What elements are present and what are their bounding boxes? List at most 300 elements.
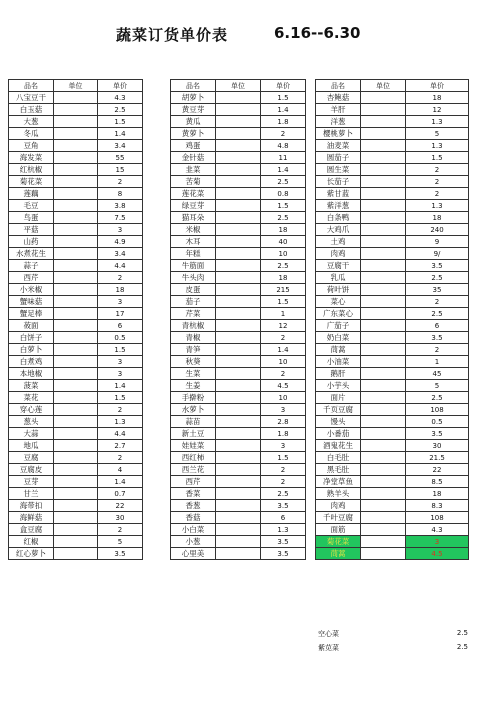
table-row [171, 152, 306, 164]
item-name: 白煮鸡 [9, 356, 54, 368]
item-unit [361, 260, 406, 272]
item-unit [54, 116, 98, 128]
table-row [316, 212, 469, 224]
table-row [316, 140, 469, 152]
table-row [9, 260, 143, 272]
item-price: 11 [261, 152, 306, 164]
table-row [171, 92, 306, 104]
item-name: 圆茄子 [316, 152, 361, 164]
table-header-row [9, 80, 143, 92]
table-row [316, 236, 469, 248]
item-price: 4 [98, 464, 143, 476]
item-price: 3.5 [261, 500, 306, 512]
item-unit [54, 356, 98, 368]
item-price: 15 [98, 164, 143, 176]
item-name: 蒜苗 [171, 416, 216, 428]
item-unit [361, 188, 406, 200]
item-price: 3.5 [406, 332, 469, 344]
item-unit [54, 284, 98, 296]
item-price: 4.3 [98, 92, 143, 104]
table-row [171, 476, 306, 488]
item-unit [216, 176, 261, 188]
item-price: 3.5 [406, 428, 469, 440]
item-price: 1.5 [261, 200, 306, 212]
item-price: 17 [98, 308, 143, 320]
item-unit [54, 236, 98, 248]
item-name: 猫耳朵 [171, 212, 216, 224]
item-price: 2.5 [98, 104, 143, 116]
item-unit [216, 368, 261, 380]
item-price: 108 [406, 512, 469, 524]
item-unit [216, 356, 261, 368]
item-name: 莲花菜 [171, 188, 216, 200]
item-unit [216, 500, 261, 512]
table-row [9, 236, 143, 248]
item-unit [216, 284, 261, 296]
price-table-2 [170, 79, 306, 560]
item-name: 白玉菇 [9, 104, 54, 116]
table-row [316, 344, 469, 356]
table-row [9, 548, 143, 560]
table-row [171, 512, 306, 524]
item-unit [54, 176, 98, 188]
item-unit [216, 392, 261, 404]
table-row [316, 224, 469, 236]
item-unit [54, 320, 98, 332]
item-price: 1.4 [98, 476, 143, 488]
item-name: 水萝卜 [171, 404, 216, 416]
item-price: 2 [98, 524, 143, 536]
item-unit [54, 164, 98, 176]
table-row [9, 200, 143, 212]
item-name: 鸟蛋 [9, 212, 54, 224]
item-price: 2 [261, 332, 306, 344]
item-price: 3 [406, 536, 469, 548]
item-unit [216, 416, 261, 428]
header-price: 单价 [98, 80, 143, 92]
item-name: 秋葵 [171, 356, 216, 368]
item-unit [54, 416, 98, 428]
table-row [9, 320, 143, 332]
table-row [316, 248, 469, 260]
item-price: 10 [261, 356, 306, 368]
item-name: 冬瓜 [9, 128, 54, 140]
item-name: 蟹味菇 [9, 296, 54, 308]
item-price: 1.3 [406, 200, 469, 212]
item-price: 22 [98, 500, 143, 512]
table-row [316, 452, 469, 464]
item-price: 8 [98, 188, 143, 200]
item-price: 0.8 [261, 188, 306, 200]
table-row [171, 260, 306, 272]
table-row [171, 548, 306, 560]
item-name: 豆腐皮 [9, 464, 54, 476]
table-row [171, 464, 306, 476]
table-row [171, 308, 306, 320]
item-price: 2 [98, 176, 143, 188]
item-price: 215 [261, 284, 306, 296]
header-price: 单价 [261, 80, 306, 92]
item-name: 生姜 [171, 380, 216, 392]
table-row [316, 476, 469, 488]
item-name: 青笋 [171, 344, 216, 356]
item-unit [54, 536, 98, 548]
extra-name: 空心菜 [318, 630, 339, 638]
item-name: 肉鸡 [316, 500, 361, 512]
table-row [171, 248, 306, 260]
item-price: 18 [406, 212, 469, 224]
item-name: 鹅肝 [316, 368, 361, 380]
item-unit [216, 236, 261, 248]
item-name: 小芋头 [316, 380, 361, 392]
table-row [171, 128, 306, 140]
item-unit [361, 500, 406, 512]
table-row [9, 308, 143, 320]
table-row [171, 164, 306, 176]
table-row [171, 224, 306, 236]
item-name: 豆腐干 [316, 260, 361, 272]
item-name: 广茄子 [316, 320, 361, 332]
table-row [9, 164, 143, 176]
extra-price: 2.5 [456, 629, 468, 637]
item-price: 2.5 [406, 308, 469, 320]
item-name: 莜面 [9, 320, 54, 332]
table-row [9, 296, 143, 308]
item-price: 18 [261, 272, 306, 284]
item-price: 4.9 [98, 236, 143, 248]
item-unit [54, 212, 98, 224]
item-unit [361, 464, 406, 476]
item-unit [361, 344, 406, 356]
item-unit [361, 308, 406, 320]
item-unit [54, 248, 98, 260]
item-unit [216, 248, 261, 260]
item-price: 18 [261, 224, 306, 236]
item-unit [361, 416, 406, 428]
price-table-3 [315, 79, 469, 560]
item-name: 红杭椒 [9, 164, 54, 176]
item-name: 面筋 [316, 524, 361, 536]
item-price: 0.5 [406, 416, 469, 428]
item-name: 千页豆腐 [316, 404, 361, 416]
item-name: 羊肝 [316, 104, 361, 116]
item-price: 1.3 [261, 524, 306, 536]
table-row [316, 440, 469, 452]
item-name: 大蒜 [9, 428, 54, 440]
item-name: 香菜 [171, 488, 216, 500]
item-name: 黑毛肚 [316, 464, 361, 476]
item-unit [54, 512, 98, 524]
table-row [9, 524, 143, 536]
item-price: 3.5 [261, 536, 306, 548]
item-price: 22 [406, 464, 469, 476]
table-row [9, 452, 143, 464]
item-price: 4.3 [406, 524, 469, 536]
item-price: 10 [261, 392, 306, 404]
item-unit [216, 404, 261, 416]
item-name: 茼蒿 [316, 344, 361, 356]
item-price: 1.4 [261, 344, 306, 356]
item-name: 千叶豆腐 [316, 512, 361, 524]
item-name: 菠菜 [9, 380, 54, 392]
item-unit [54, 440, 98, 452]
item-price: 30 [98, 512, 143, 524]
item-name: 鸡蛋 [171, 140, 216, 152]
table-row [316, 368, 469, 380]
item-unit [54, 464, 98, 476]
item-name: 青椒 [171, 332, 216, 344]
item-name: 红心萝卜 [9, 548, 54, 560]
item-price: 1.4 [261, 164, 306, 176]
item-unit [216, 296, 261, 308]
item-unit [361, 536, 406, 548]
item-name: 蟹足棒 [9, 308, 54, 320]
item-unit [216, 488, 261, 500]
table-row [316, 428, 469, 440]
item-unit [361, 440, 406, 452]
item-unit [361, 296, 406, 308]
header-price: 单价 [406, 80, 469, 92]
item-price: 4.4 [98, 428, 143, 440]
item-price: 5 [406, 380, 469, 392]
item-price: 2 [261, 368, 306, 380]
item-unit [54, 140, 98, 152]
item-unit [361, 548, 406, 560]
table-row [9, 512, 143, 524]
table-row [9, 212, 143, 224]
item-unit [216, 272, 261, 284]
item-unit [361, 404, 406, 416]
item-price: 1.5 [98, 116, 143, 128]
table-row [9, 488, 143, 500]
table-row [316, 416, 469, 428]
item-price: 2.5 [406, 392, 469, 404]
item-price: 4.5 [261, 380, 306, 392]
item-name: 手擀粉 [171, 392, 216, 404]
item-unit [54, 392, 98, 404]
item-unit [361, 320, 406, 332]
table-row [171, 176, 306, 188]
table-row [9, 272, 143, 284]
table-row [171, 284, 306, 296]
header-unit: 单位 [54, 80, 98, 92]
item-price: 2.5 [261, 260, 306, 272]
item-name: 本地椒 [9, 368, 54, 380]
table-row [9, 344, 143, 356]
item-unit [216, 164, 261, 176]
item-unit [54, 428, 98, 440]
item-name: 熟羊头 [316, 488, 361, 500]
item-name: 香葱 [171, 500, 216, 512]
table-row [171, 440, 306, 452]
item-price: 1.5 [406, 152, 469, 164]
item-unit [216, 224, 261, 236]
item-unit [216, 308, 261, 320]
item-unit [54, 308, 98, 320]
table-row [171, 296, 306, 308]
item-unit [216, 428, 261, 440]
item-price: 12 [406, 104, 469, 116]
table-row [316, 104, 469, 116]
item-price: 2 [406, 296, 469, 308]
item-price: 3 [98, 356, 143, 368]
item-name: 圆生菜 [316, 164, 361, 176]
item-price: 1.5 [98, 392, 143, 404]
item-price: 1.5 [98, 344, 143, 356]
header-unit: 单位 [216, 80, 261, 92]
item-name: 海鲜菇 [9, 512, 54, 524]
item-price: 3 [261, 440, 306, 452]
item-name: 西芹 [9, 272, 54, 284]
item-name: 莲藕 [9, 188, 54, 200]
item-unit [361, 284, 406, 296]
item-unit [361, 248, 406, 260]
table-row [9, 368, 143, 380]
item-name: 白饼子 [9, 332, 54, 344]
item-price: 7.5 [98, 212, 143, 224]
item-unit [216, 512, 261, 524]
item-unit [216, 152, 261, 164]
item-unit [54, 200, 98, 212]
item-price: 9/ [406, 248, 469, 260]
item-unit [54, 488, 98, 500]
item-unit [361, 224, 406, 236]
item-price: 1.4 [98, 380, 143, 392]
item-name: 馒头 [316, 416, 361, 428]
item-name: 娃娃菜 [171, 440, 216, 452]
item-price: 2 [98, 404, 143, 416]
item-price: 2 [261, 464, 306, 476]
item-unit [361, 452, 406, 464]
item-price: 1.8 [261, 116, 306, 128]
item-name: 菜心 [316, 296, 361, 308]
table-row [171, 524, 306, 536]
item-unit [361, 488, 406, 500]
item-unit [54, 476, 98, 488]
table-row [9, 464, 143, 476]
item-unit [361, 104, 406, 116]
item-unit [361, 272, 406, 284]
item-price: 18 [98, 284, 143, 296]
item-price: 1.3 [406, 116, 469, 128]
item-price: 8.5 [406, 476, 469, 488]
item-unit [216, 464, 261, 476]
item-name: 米椒 [171, 224, 216, 236]
item-price: 35 [406, 284, 469, 296]
item-price: 1.4 [98, 128, 143, 140]
header-unit: 单位 [361, 80, 406, 92]
item-name: 生菜 [171, 368, 216, 380]
item-price: 1.3 [98, 416, 143, 428]
item-price: 3.5 [261, 548, 306, 560]
item-price: 2 [406, 188, 469, 200]
item-unit [361, 512, 406, 524]
item-price: 3 [98, 296, 143, 308]
item-name: 木耳 [171, 236, 216, 248]
item-unit [54, 344, 98, 356]
item-name: 油麦菜 [316, 140, 361, 152]
item-name: 年糕 [171, 248, 216, 260]
item-name: 紫洋葱 [316, 200, 361, 212]
item-name: 牛头肉 [171, 272, 216, 284]
item-name: 大葱 [9, 116, 54, 128]
item-name: 平菇 [9, 224, 54, 236]
item-price: 2.5 [261, 176, 306, 188]
table-row [171, 272, 306, 284]
extra-name: 紫苋菜 [318, 644, 339, 652]
item-price: 6 [261, 512, 306, 524]
item-unit [54, 452, 98, 464]
item-price: 55 [98, 152, 143, 164]
item-price: 2 [406, 164, 469, 176]
table-row [9, 476, 143, 488]
date-range: 6.16--6.30 [274, 24, 361, 42]
item-price: 30 [406, 440, 469, 452]
table-row [9, 128, 143, 140]
table-row [9, 176, 143, 188]
item-name: 新土豆 [171, 428, 216, 440]
table-row [171, 200, 306, 212]
table-row [316, 116, 469, 128]
item-price: 108 [406, 404, 469, 416]
table-row [9, 188, 143, 200]
item-name: 土鸡 [316, 236, 361, 248]
item-name: 蒜子 [9, 260, 54, 272]
table-row [171, 392, 306, 404]
item-price: 9 [406, 236, 469, 248]
item-unit [54, 128, 98, 140]
table-row [9, 152, 143, 164]
table-row [9, 428, 143, 440]
table-row [9, 248, 143, 260]
table-row [171, 488, 306, 500]
table-row [316, 548, 469, 560]
item-price: 240 [406, 224, 469, 236]
item-name: 黄瓜 [171, 116, 216, 128]
item-unit [216, 260, 261, 272]
item-name: 青杭椒 [171, 320, 216, 332]
item-name: 菊花菜 [9, 176, 54, 188]
table-row [316, 188, 469, 200]
item-unit [54, 224, 98, 236]
item-name: 小葱 [171, 536, 216, 548]
table-row [9, 140, 143, 152]
item-price: 18 [406, 92, 469, 104]
table-row [9, 92, 143, 104]
item-name: 八宝豆干 [9, 92, 54, 104]
table-row [316, 308, 469, 320]
item-name: 白毛肚 [316, 452, 361, 464]
item-unit [216, 320, 261, 332]
item-unit [54, 500, 98, 512]
table-row [171, 116, 306, 128]
item-price: 2.5 [261, 212, 306, 224]
table-row [9, 416, 143, 428]
item-name: 杏鲍菇 [316, 92, 361, 104]
item-unit [216, 188, 261, 200]
item-unit [361, 200, 406, 212]
table-row [9, 284, 143, 296]
item-unit [216, 140, 261, 152]
item-name: 小番茄 [316, 428, 361, 440]
table-row [171, 452, 306, 464]
table-row [9, 332, 143, 344]
item-price: 5 [98, 536, 143, 548]
item-unit [216, 440, 261, 452]
table-row [316, 536, 469, 548]
item-price: 3.5 [98, 548, 143, 560]
table-row [316, 392, 469, 404]
